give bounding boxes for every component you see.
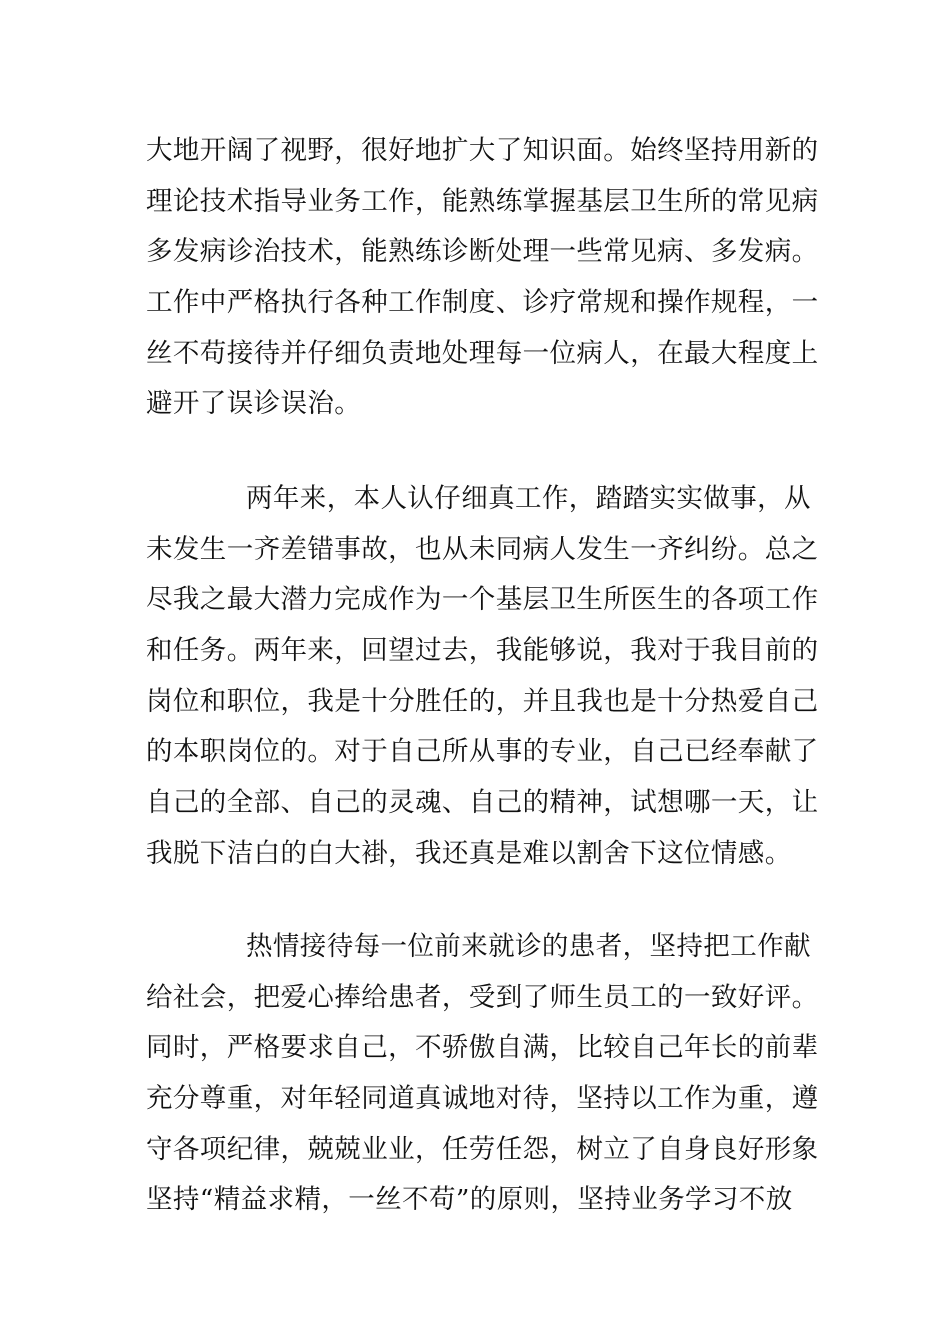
paragraph-3: [146, 922, 819, 1226]
text-line: 大地开阔了视野，很好地扩大了知识面。始终坚持用新的: [146, 135, 819, 166]
text-line: 坚持“精益求精，一丝不苟”的原则，坚持业务学习不放: [146, 1184, 793, 1216]
text-line: 给社会，把爱心捧给患者，受到了师生员工的一致好评。: [146, 981, 819, 1013]
text-line: 未发生一齐差错事故，也从未同病人发生一齐纠纷。总之: [146, 533, 819, 565]
text-line: 理论技术指导业务工作，能熟练掌握基层卫生所的常见病: [146, 185, 819, 217]
text-line: 两年来，本人认仔细真工作，踏踏实实做事，从: [246, 483, 811, 514]
text-line: 避开了误诊误治。: [146, 388, 362, 420]
paragraph-1: [146, 126, 819, 430]
text-line: 充分尊重，对年轻同道真诚地对待，坚持以工作为重，遵: [146, 1083, 819, 1115]
text-line: 岗位和职位，我是十分胜任的，并且我也是十分热爱自己: [146, 685, 819, 717]
text-line: 和任务。两年来，回望过去，我能够说，我对于我目前的: [146, 635, 819, 667]
text-line: 同时，严格要求自己，不骄傲自满，比较自己年长的前辈: [146, 1032, 819, 1064]
text-line: 守各项纪律，兢兢业业，任劳任怨，树立了自身良好形象: [146, 1133, 819, 1165]
text-line: 工作中严格执行各种工作制度、诊疗常规和操作规程，一: [146, 287, 819, 319]
text-line: 的本职岗位的。对于自己所从事的专业，自己已经奉献了: [146, 736, 819, 768]
text-line: 热情接待每一位前来就诊的患者，坚持把工作献: [246, 931, 811, 962]
text-line: 自己的全部、自己的灵魂、自己的精神，试想哪一天，让: [146, 787, 819, 819]
text-line: 丝不苟接待并仔细负责地处理每一位病人，在最大程度上: [146, 337, 819, 369]
paragraph-2: [146, 474, 819, 880]
text-line: 尽我之最大潜力完成作为一个基层卫生所医生的各项工作: [146, 584, 819, 616]
text-line: 我脱下洁白的白大褂，我还真是难以割舍下这位情感。: [146, 837, 792, 869]
text-line: 多发病诊治技术，能熟练诊断处理一些常见病、多发病。: [146, 236, 819, 268]
